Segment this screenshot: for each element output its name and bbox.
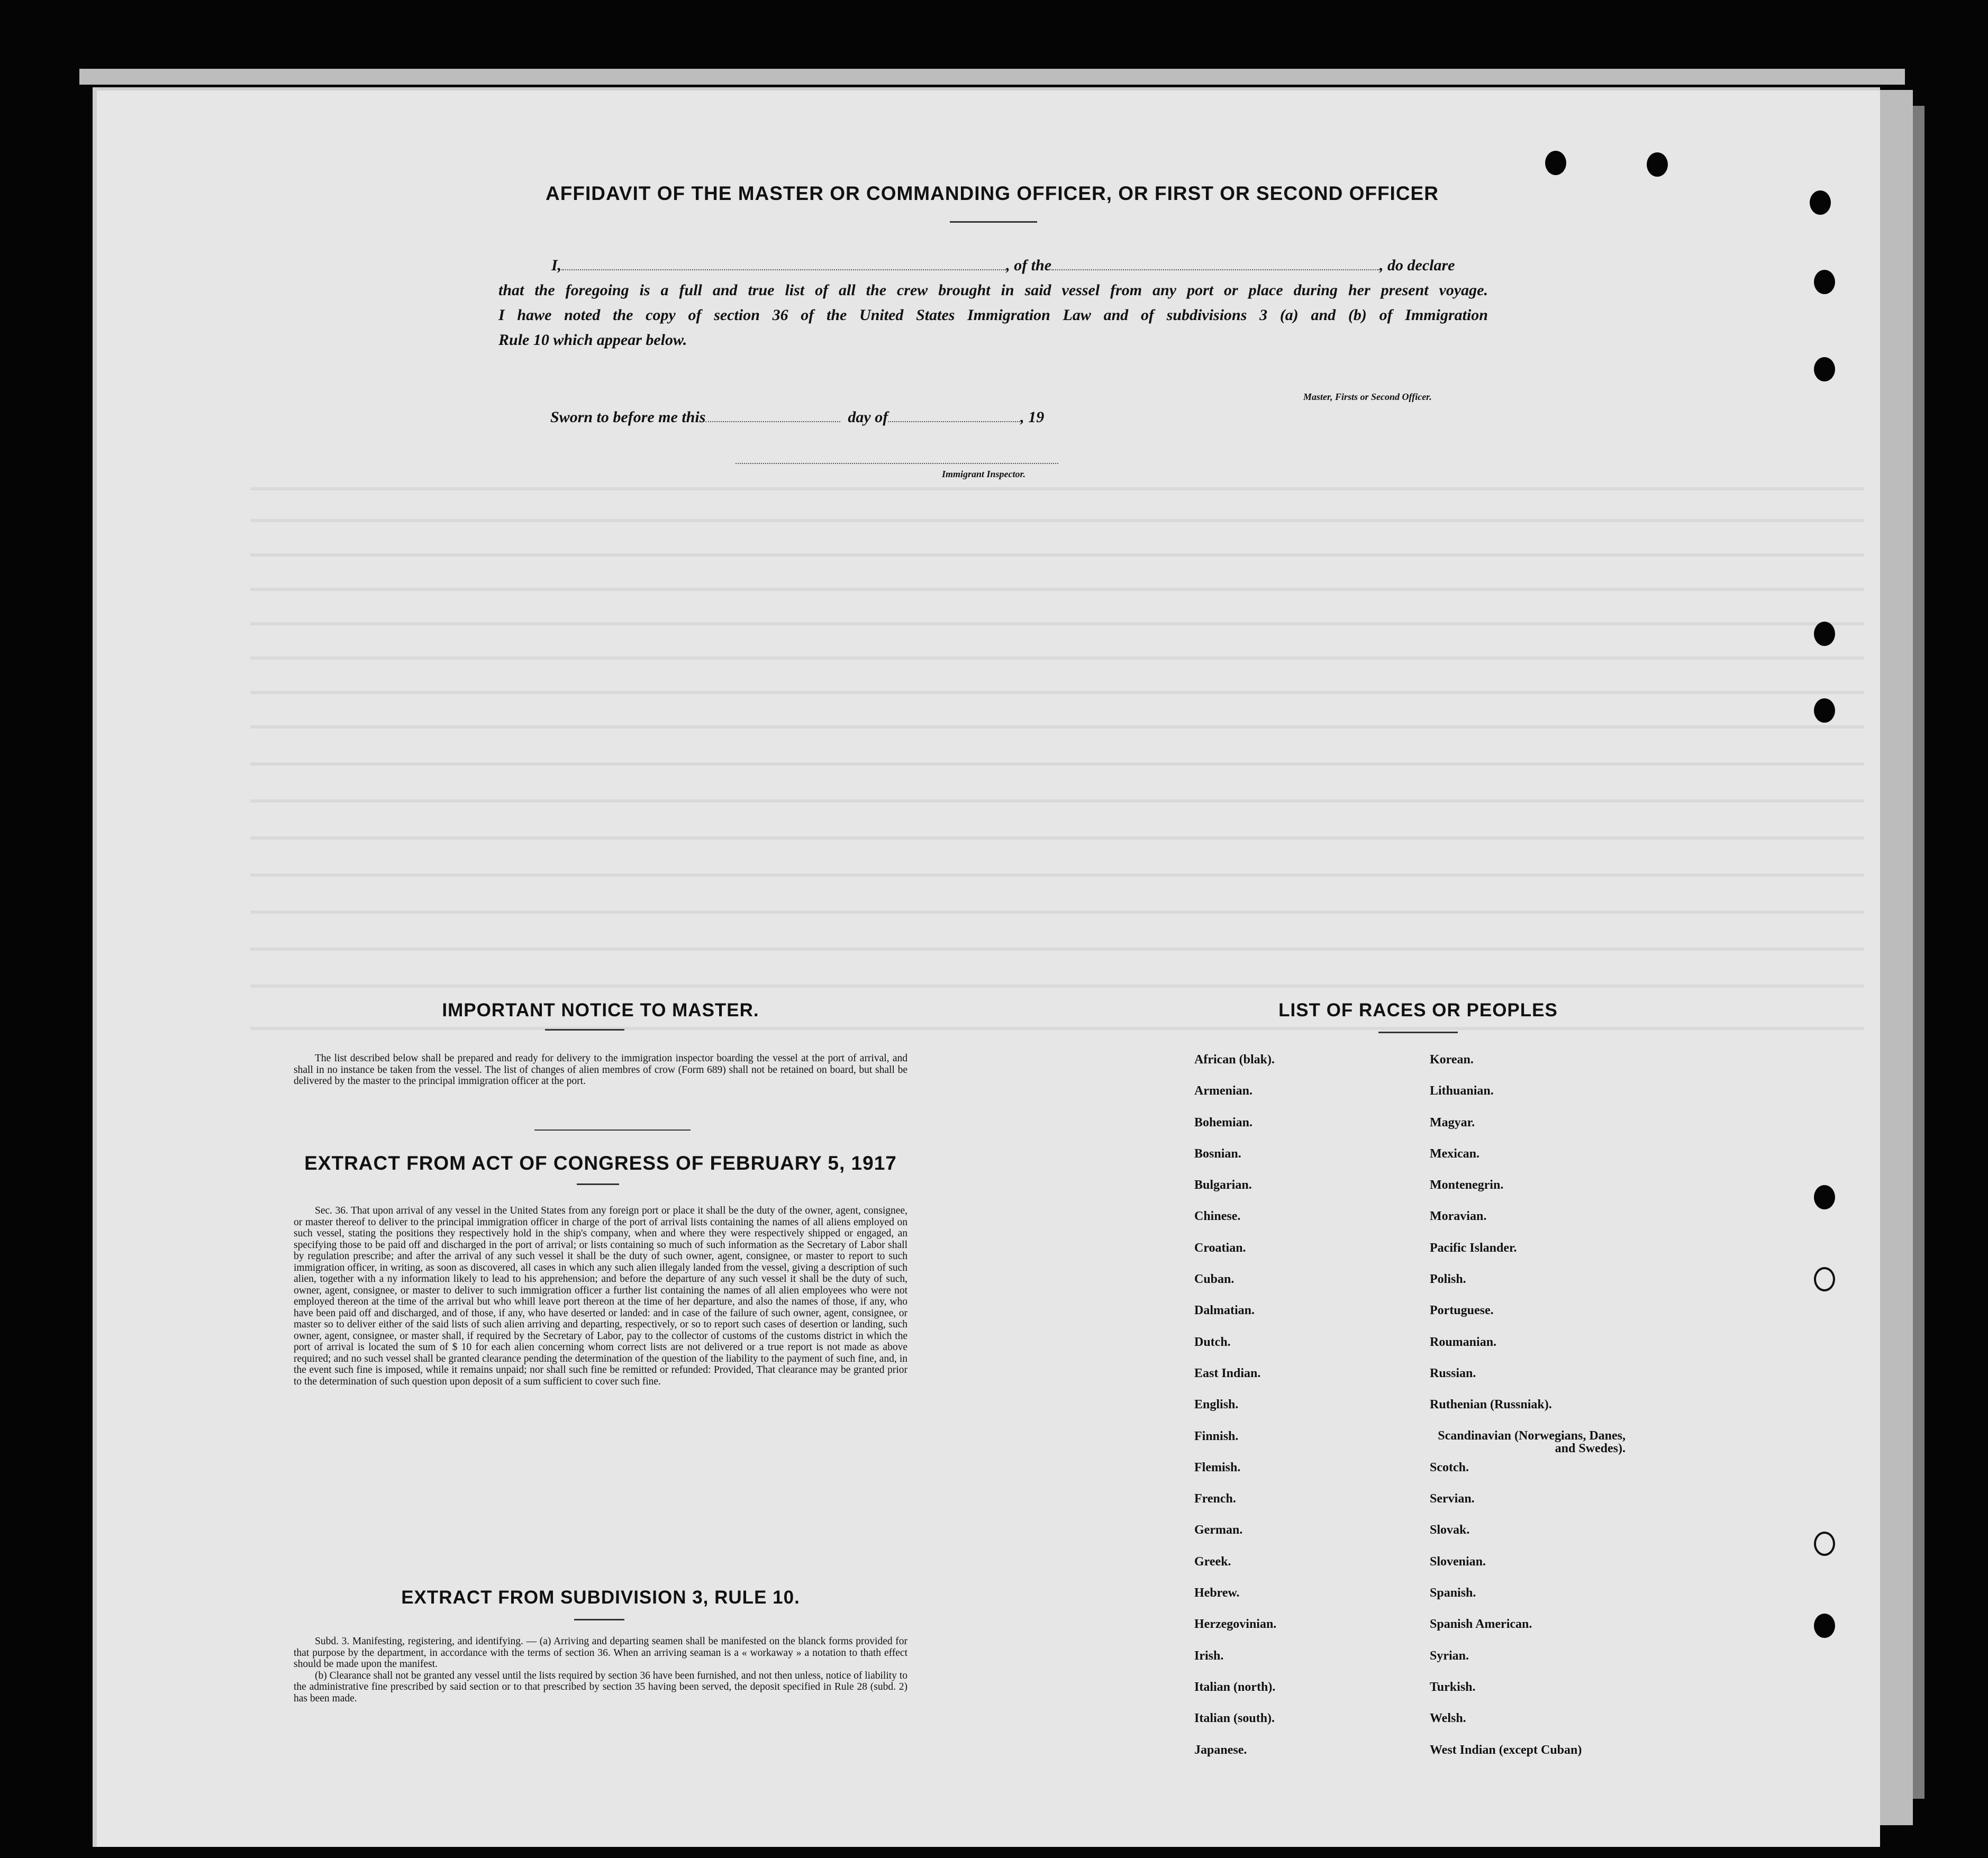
race-item: Servian. bbox=[1430, 1492, 1475, 1506]
race-item: African (blak). bbox=[1194, 1053, 1275, 1067]
rule-text: Subd. 3. Manifesting, registering, and identifying. — (a) Arriving and departing seamen shall be manifested on the blanck forms provided for that purpose by the department, in accordance with the terms of section 36. When an arriving seaman is a « workaway » a notation to thath effect should be made upon the manifest. (b) Clearance shall not be granted any vessel until the lists required by section 36 have been furnished, and not then unless, notice of liability to the administrative fine prescribed by said section or to that prescribed by section 35 having been served, the deposit specified in Rule 28 (subd. 2) has been made. bbox=[294, 1636, 907, 1704]
race-item: Bosnian. bbox=[1194, 1146, 1241, 1161]
declaration bbox=[498, 253, 1488, 352]
notice-title: IMPORTANT NOTICE TO MASTER. bbox=[442, 1000, 759, 1021]
sworn-line bbox=[550, 405, 1185, 430]
race-item: Finnish. bbox=[1194, 1429, 1239, 1443]
inspector-caption: Immigrant Inspector. bbox=[942, 469, 1026, 479]
declaration-do-declare: , do declare bbox=[1379, 257, 1455, 274]
race-item: Dutch. bbox=[1194, 1335, 1231, 1349]
race-item: Italian (south). bbox=[1194, 1711, 1275, 1726]
bleed-through-row bbox=[250, 762, 1864, 766]
declaration-line-4: Rule 10 which appear below. bbox=[498, 331, 687, 349]
declaration-line-3: I hawe noted the copy of section 36 of the United States Immigration Law and of subdivisions 3 (a) and (b) of Immigration bbox=[498, 306, 1488, 324]
sworn-month-field[interactable] bbox=[888, 411, 1020, 422]
sworn-text: Sworn to before me this bbox=[550, 408, 706, 426]
bleed-through-row bbox=[250, 1027, 1864, 1030]
race-item: Herzegovinian. bbox=[1194, 1617, 1277, 1632]
title-underline bbox=[950, 221, 1037, 223]
rule-section bbox=[294, 1587, 907, 1608]
sworn-day-field[interactable] bbox=[705, 411, 840, 422]
race-item: Welsh. bbox=[1430, 1711, 1466, 1726]
rule-underline bbox=[574, 1619, 624, 1620]
race-item: Syrian. bbox=[1430, 1648, 1469, 1663]
punch-hole bbox=[1814, 698, 1835, 723]
race-item: Portuguese. bbox=[1430, 1304, 1494, 1318]
bleed-through-row bbox=[250, 588, 1864, 591]
bleed-through-row bbox=[250, 691, 1864, 694]
act-title: EXTRACT FROM ACT OF CONGRESS OF FEBRUARY 5, 1917 bbox=[304, 1152, 897, 1174]
notice-text: The list described below shall be prepared and ready for delivery to the immigration inspector boarding the vessel at the port of arrival, and shall in no instance be taken from the vessel. The list of changes of alien membres of crow (Form 689) shall not be retained on board, but shall be delivered by the master to the principal immigration officer at the port. bbox=[294, 1053, 907, 1087]
race-item: Slovak. bbox=[1430, 1523, 1470, 1537]
sworn-year: , 19 bbox=[1020, 408, 1045, 426]
race-item: Polish. bbox=[1430, 1272, 1466, 1287]
rule-title: EXTRACT FROM SUBDIVISION 3, RULE 10. bbox=[401, 1587, 800, 1608]
punch-hole bbox=[1545, 151, 1566, 175]
race-item: Montenegrin. bbox=[1430, 1178, 1504, 1192]
race-item: Greek. bbox=[1194, 1554, 1231, 1569]
race-item: Dalmatian. bbox=[1194, 1304, 1255, 1318]
races-title: LIST OF RACES OR PEOPLES bbox=[1278, 1000, 1558, 1021]
race-item: Scotch. bbox=[1430, 1460, 1469, 1474]
bleed-through-row bbox=[250, 799, 1864, 803]
races-right-column bbox=[1430, 1053, 1626, 1774]
race-item: Scandinavian (Norwegians, Danes, and Swedes). bbox=[1438, 1428, 1626, 1455]
notice-section bbox=[294, 1000, 907, 1021]
race-item: Magyar. bbox=[1430, 1115, 1475, 1130]
paper-edge-top bbox=[79, 69, 1905, 85]
declaration-of-the: , of the bbox=[1006, 257, 1052, 274]
race-item: Bohemian. bbox=[1194, 1115, 1253, 1130]
race-item: Spanish American. bbox=[1430, 1617, 1532, 1632]
bleed-through-row bbox=[250, 948, 1864, 951]
declaration-line-1 bbox=[498, 253, 1488, 278]
paper-edge-right bbox=[1876, 90, 1913, 1825]
punch-hole bbox=[1810, 190, 1831, 215]
race-item: Bulgarian. bbox=[1194, 1178, 1252, 1192]
race-item: Croatian. bbox=[1194, 1241, 1246, 1255]
race-item: French. bbox=[1194, 1492, 1236, 1506]
race-item: English. bbox=[1194, 1398, 1239, 1412]
bleed-through-row bbox=[250, 657, 1864, 660]
race-item: Slovenian. bbox=[1430, 1554, 1486, 1569]
declaration-line-2: that the foregoing is a full and true list of all the crew brought in said vessel from any port or place during her present voyage. bbox=[498, 281, 1488, 299]
race-item: Turkish. bbox=[1430, 1680, 1476, 1694]
punch-hole bbox=[1814, 1267, 1835, 1291]
bleed-through-row bbox=[250, 836, 1864, 840]
bleed-through-row bbox=[250, 873, 1864, 877]
race-item: German. bbox=[1194, 1523, 1243, 1537]
race-item: Hebrew. bbox=[1194, 1586, 1240, 1600]
bleed-through-row bbox=[250, 487, 1864, 490]
punch-hole bbox=[1814, 1185, 1835, 1209]
inspector-signature-line[interactable] bbox=[736, 463, 1058, 464]
act-underline bbox=[577, 1183, 619, 1185]
race-item: Moravian. bbox=[1430, 1209, 1487, 1224]
races-section bbox=[1217, 1000, 1619, 1021]
race-item: Pacific Islander. bbox=[1430, 1241, 1517, 1255]
declaration-i: I, bbox=[551, 257, 562, 274]
race-item: Armenian. bbox=[1194, 1084, 1252, 1098]
race-item: Korean. bbox=[1430, 1053, 1474, 1067]
punch-hole bbox=[1647, 152, 1668, 177]
race-item: Mexican. bbox=[1430, 1146, 1479, 1161]
race-item: West Indian (except Cuban) bbox=[1430, 1743, 1582, 1757]
sworn-day-of: day of bbox=[848, 408, 888, 426]
notice-divider bbox=[534, 1130, 691, 1131]
punch-hole bbox=[1814, 1532, 1835, 1556]
bleed-through-row bbox=[250, 985, 1864, 988]
punch-hole bbox=[1814, 270, 1835, 294]
race-item: Roumanian. bbox=[1430, 1335, 1497, 1349]
punch-hole bbox=[1814, 357, 1835, 381]
punch-hole bbox=[1814, 622, 1835, 646]
race-item: Lithuanian. bbox=[1430, 1084, 1494, 1098]
race-item: Cuban. bbox=[1194, 1272, 1234, 1287]
race-item: Chinese. bbox=[1194, 1209, 1241, 1224]
bleed-through-row bbox=[250, 725, 1864, 728]
races-underline bbox=[1378, 1032, 1458, 1033]
bleed-through-row bbox=[250, 519, 1864, 522]
affidavit-title: AFFIDAVIT OF THE MASTER OR COMMANDING OFFICER, OR FIRST OR SECOND OFFICER bbox=[546, 183, 1439, 204]
race-item: Russian. bbox=[1430, 1366, 1476, 1380]
act-section bbox=[294, 1152, 907, 1174]
punch-hole bbox=[1814, 1614, 1835, 1638]
paper-edge-right-outer bbox=[1913, 106, 1925, 1799]
bleed-through-row bbox=[250, 622, 1864, 625]
race-item: Ruthenian (Russniak). bbox=[1430, 1398, 1552, 1412]
notice-underline bbox=[545, 1029, 624, 1031]
race-item: Italian (north). bbox=[1194, 1680, 1276, 1694]
race-item: Japanese. bbox=[1194, 1743, 1247, 1757]
race-item: Flemish. bbox=[1194, 1460, 1241, 1474]
races-left-column bbox=[1194, 1053, 1276, 1774]
affidavit-section bbox=[497, 183, 1487, 205]
bleed-through-row bbox=[250, 910, 1864, 914]
bleed-through-row bbox=[250, 553, 1864, 557]
master-signature-caption: Master, Firsts or Second Officer. bbox=[1303, 391, 1432, 402]
race-item: East Indian. bbox=[1194, 1366, 1261, 1380]
race-item: Spanish. bbox=[1430, 1586, 1476, 1600]
race-item: Irish. bbox=[1194, 1648, 1224, 1663]
vessel-field[interactable] bbox=[1051, 259, 1379, 270]
name-field[interactable] bbox=[561, 259, 1006, 270]
act-text: Sec. 36. That upon arrival of any vessel in the United States from any foreign port or place it shall be the duty of the owner, agent, consignee, or master thereof to deliver to the principal immigration officer in charge of the port of arrival lists containing the names of all aliens employed on such vessel, stating the positions they respectively hold in the ship's company, when and where they were respectively shipped or engaged, an specifying those to be paid off and discharged in the port of arrival; or lists containing so much of such information as the Secretary of Labor shall by regulation prescribe; and after the arrival of any such vessel it shall be the duty of such owner, agent, consignee, or master to report to such immigration officer, in writing, as soon as discovered, all cases in which any such alien illegaly landed from the vessel, giving a description of such alien, together with a ny information likely to lead to his apprehension; and before the departure of any such vessel it shall be the duty of such, owner, agent, consignee, or master to deliver to such immigration officer a further list containing the names of all alien employees who were not employed thereon at the time of the arrival but who whill leave port thereon at the time of her departure, and also the names of those, if any, who have been paid off and discharged, and of those, if any, who have deserted or landed: and in case of the failure of such owner, agent, consignee, or master so to deliver either of the said lists of such alien arriving and departing, respectively, or so to report such cases of desertion or landing, such owner, agent, consignee, or master shall, if required by the Secretary of Labor, pay to the collector of customs of the customs district in which the port of arrival is located the sum of $ 10 for each alien concerning whom correct lists are not delivered or a true report is not made as above required; and no such vessel shall be granted clearance pending the determination of the question of the liability to the payment of such fine, and, in the event such fine is imposed, while it remains unpaid; nor shall such fine be remitted or refunded: Provided, That clearance may be granted prior to the determination of such question upon deposit of a sum sufficient to cover such fine. bbox=[294, 1205, 907, 1387]
